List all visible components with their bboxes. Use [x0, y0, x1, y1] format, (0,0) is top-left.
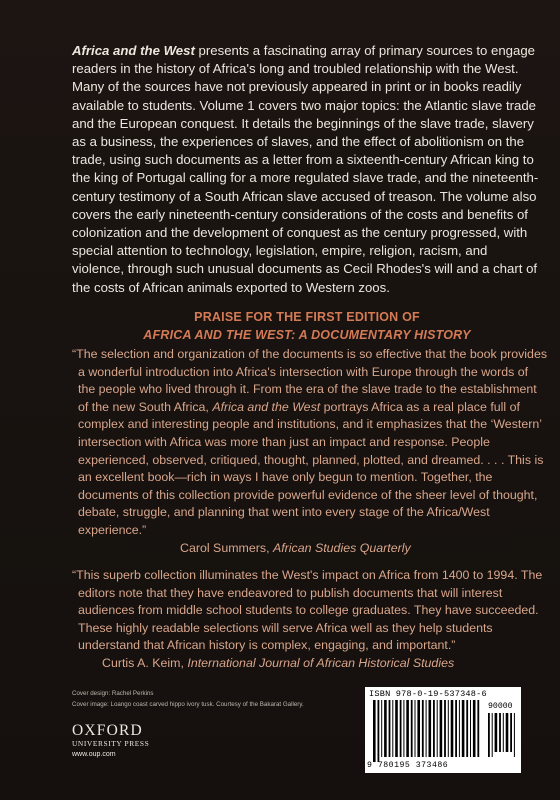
ean-digits: 9 780195 373486: [367, 761, 449, 770]
barcode-bar: [466, 700, 468, 757]
quote-2-source: International Journal of African Historical Studies: [187, 655, 455, 670]
quote-1-part2: portrays Africa as a real place full of complex and interesting people and institutions, and it emphasizes that the ‘Western’ intersection with Africa was more than just an impact and response. People experienced, observed, critiqued, thought, planned, plotted, and dreamed. . . . This is an excellent book—rich in ways I have only begun to mention. Together, the documents of this collection provide powerful evidence of the sheer level of thought, debate, struggle, and planning that went into every stage of the Africa/West experience.”: [78, 399, 544, 537]
addon-barcode: [488, 713, 518, 757]
blurb-paragraph: [72, 42, 542, 297]
barcode-bar: [411, 700, 413, 757]
barcode-bar: [477, 700, 479, 757]
cover-design-credit: Cover design: Rachel Perkins: [72, 690, 154, 697]
barcode-bar: [422, 700, 424, 757]
barcode-bar: [406, 700, 409, 757]
publisher-name: OXFORD: [72, 722, 143, 739]
barcode-bar: [433, 700, 435, 757]
barcode-bar: [455, 700, 457, 757]
barcode-bar: [381, 700, 382, 757]
barcode-bar: [389, 700, 391, 757]
barcode-bar: [384, 700, 387, 757]
quote-1-source: African Studies Quarterly: [272, 540, 411, 555]
isbn-number: ISBN 978-0-19-537348-6: [369, 689, 487, 699]
ean-barcode: [373, 700, 481, 762]
publisher-url: www.oup.com: [72, 751, 116, 758]
quote-1-italic-title: Africa and the West: [212, 399, 321, 414]
barcode-bar: [448, 700, 449, 757]
review-quote-1: [72, 346, 548, 557]
barcode-bar: [473, 700, 476, 757]
barcode-bar: [437, 700, 438, 757]
quote-1-text: [72, 346, 548, 540]
barcode-bar: [400, 700, 402, 757]
barcode-bar: [378, 700, 380, 762]
barcode-bar: [506, 713, 509, 752]
barcode-bar: [415, 700, 416, 757]
barcode-bar: [510, 713, 512, 752]
barcode-bar: [444, 700, 446, 757]
quote-2-author: Curtis A. Keim,: [102, 655, 188, 670]
barcode-bar: [373, 700, 376, 762]
quote-1-author: Carol Summers,: [180, 540, 273, 555]
review-quote-2: [72, 567, 548, 673]
barcode-bar: [451, 700, 454, 757]
praise-heading: [72, 308, 542, 344]
barcode-bar: [440, 700, 443, 757]
barcode-bar: [395, 700, 398, 757]
barcode-bar: [514, 713, 515, 757]
praise-heading-line2: AFRICA AND THE WEST: A DOCUMENTARY HISTORY: [143, 328, 471, 342]
quote-1-attribution: [72, 540, 548, 558]
barcode-bar: [417, 700, 420, 757]
publisher-subtitle: UNIVERSITY PRESS: [72, 739, 150, 748]
quote-2-attribution: [72, 655, 548, 673]
barcode-bar: [429, 700, 432, 757]
barcode-bar: [392, 700, 393, 757]
barcode-bar: [459, 700, 460, 757]
praise-heading-line1: PRAISE FOR THE FIRST EDITION OF: [194, 310, 420, 324]
barcode-bar: [503, 713, 504, 752]
barcode-panel: [365, 687, 521, 773]
barcode-bar: [403, 700, 404, 757]
barcode-bar: [499, 713, 501, 752]
barcode-bar: [492, 713, 493, 757]
quote-2-part1: “This superb collection illuminates the West's impact on Africa from 1400 to 1994. The editors note that they have endeavored to publish documents that will interest audiences from middle school students to college graduates. They have succeeded. These highly readable selections will serve Africa well as they help students understand that African history is complex, engaging, and important.”: [72, 568, 543, 653]
barcode-bar: [470, 700, 471, 757]
cover-image-credit: Cover image: Loango coast carved hippo ivory tusk. Courtesy of the Bakarat Gallery.: [72, 701, 304, 708]
barcode-bar: [426, 700, 427, 757]
price-code: 90000: [488, 702, 513, 711]
quote-1-part1: “The selection and organization of the documents is so effective that the book provides a wonderful introduction into Africa's intersection with Europe through the words of the people who lived through it. From the era of the slave trade to the establishment of the new South Africa,: [72, 347, 548, 414]
quote-2-text: [72, 567, 548, 655]
blurb-text: presents a fascinating array of primary sources to engage readers in the history of Africa's long and troubled relationship with the West. Many of the sources have not previously appeared in print or in books readily available to students. Volume 1 covers two major topics: the Atlantic slave trade and the European conquest. It details the beginnings of the slave trade, slavery as a business, the experiences of slaves, and the effect of abolitionism on the trade, using such documents as a letter from a sixteenth-century African king to the king of Portugal calling for a more regulated slave trade, and the nineteenth-century testimony of a South African slave accused of treason. The volume also covers the early nineteenth-century considerations of the costs and benefits of colonization and the development of conquest as the century progressed, with special attention to technology, legislation, empire, religion, racism, and violence, through such unusual documents as Cecil Rhodes's will and a chart of the costs of African animals exported to Western zoos.: [72, 43, 539, 295]
barcode-bar: [488, 713, 490, 757]
blurb-book-title: Africa and the West: [72, 43, 195, 58]
barcode-bar: [462, 700, 465, 757]
barcode-bar: [495, 713, 498, 752]
publisher-logo: [72, 722, 149, 760]
cover-credits: [72, 688, 362, 710]
